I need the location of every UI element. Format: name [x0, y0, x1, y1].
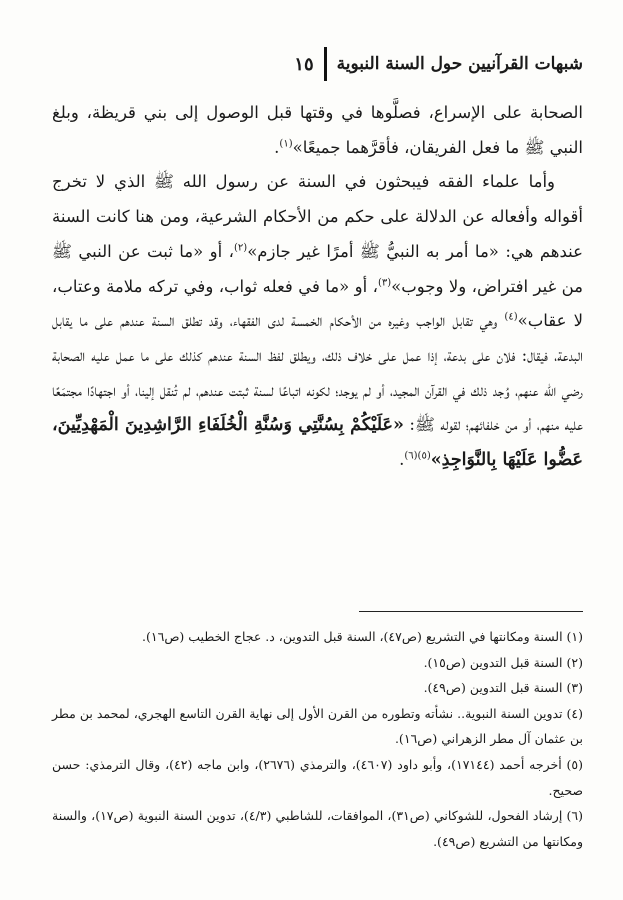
footnote-ref-5-6: (٥)(٦) — [404, 450, 431, 462]
footnote-2: (٢) السنة قبل التدوين (ص١٥). — [423, 654, 583, 670]
hadith-quote: «عَلَيْكُمْ بِسُنَّتِي وَسُنَّةِ الْخُلَفَاءِ الرَّاشِدِينَ الْمَهْدِيِّينَ، عَضُّوا عَلَيْهَا بِالنَّوَاجِذِ» — [52, 415, 583, 471]
footnote-4: (٤) تدوين السنة النبوية.. نشأته وتطوره من القرن الأول إلى نهاية القرن التاسع الهجري، لمحمد بن مطر بن عثمان آل مطر الزهراني (ص١٦). — [52, 705, 583, 747]
footnote-ref-2: (٢) — [234, 242, 248, 254]
paragraph-2-part-d: وهي تقابل الواجب وغيره من الأحكام الخمسة لدى الفقهاء، وقد تطلق السنة عندهم على ما يقابل البدعة، فيقال: فلان على بدعة، إذا عمل على خلاف ذلك، ويطلق لفظ السنة عندهم كذلك على ما عمل عليه الصحابة رضي الله عنهم، وُجد ذلك في القرآن المجيد، أو لم يوجد؛ لكونه اتباعًا لسنة ثبتت عندهم، لم تُنقل إلينا، أو اجتهادًا مجتمَعًا عليه منهم، أو من خلفائهم؛ لقوله ﷺ: — [52, 311, 583, 435]
paragraph-2 — [52, 165, 583, 477]
footnote-3: (٣) السنة قبل التدوين (ص٤٩). — [423, 680, 583, 696]
paragraph-1-text: الصحابة على الإسراع، فصلَّوها في وقتها قبل الوصول إلى بني قريظة، وبلغ النبي ﷺ ما فعل الفريقان، فأقرَّهما جميعًا» — [52, 103, 583, 157]
footnote-ref-1: (١) — [279, 138, 293, 150]
footnote-1: (١) السنة ومكانتها في التشريع (ص٤٧)، السنة قبل التدوين، د. عجاج الخطيب (ص١٦). — [142, 629, 583, 644]
running-header — [70, 44, 583, 84]
paragraph-1-end: . — [274, 137, 280, 157]
header-title: شبهات القرآنيين حول السنة النبوية — [336, 54, 583, 74]
page-number: ١٥ — [294, 53, 314, 75]
footnote-6: (٦) إرشاد الفحول، للشوكاني (ص٣١)، الموافقات، للشاطبي (٤/٣)، تدوين السنة النبوية (ص١٧)، والسنة ومكانتها من التشريع (ص٤٩). — [52, 808, 584, 849]
footnote-ref-4: (٤) — [504, 311, 518, 323]
footnote-divider — [359, 611, 583, 612]
footnote-5: (٥) أخرجه أحمد (١٧١٤٤)، وأبو داود (٤٦٠٧)، والترمذي (٢٦٧٦)، وابن ماجه (٤٢)، وقال الترمذي: حسن صحيح. — [52, 756, 584, 798]
footnotes — [52, 624, 583, 854]
footnote-ref-3: (٣) — [377, 277, 392, 289]
paragraph-2-part-c: ، أو «ما في فعله ثواب، وفي تركه ملامة وعتاب، لا عقاب» — [52, 276, 583, 331]
header-divider — [324, 47, 327, 81]
paragraph-2-part-b: ، أو «ما ثبت عن النبي ﷺ من غير افتراض، ولا وجوب» — [52, 241, 584, 296]
paragraph-1 — [52, 96, 583, 165]
paragraph-2-end: . — [399, 450, 405, 470]
main-text — [52, 96, 583, 478]
paragraph-2-part-a: وأما علماء الفقه فيبحثون في السنة عن رسول الله ﷺ الذي لا تخرج أقواله وأفعاله عن الدلالة على حكم من الأحكام الشرعية، ومن هنا كانت السنة عندهم هي: «ما أمر به النبيُّ ﷺ أمرًا غير جازم» — [52, 172, 583, 261]
